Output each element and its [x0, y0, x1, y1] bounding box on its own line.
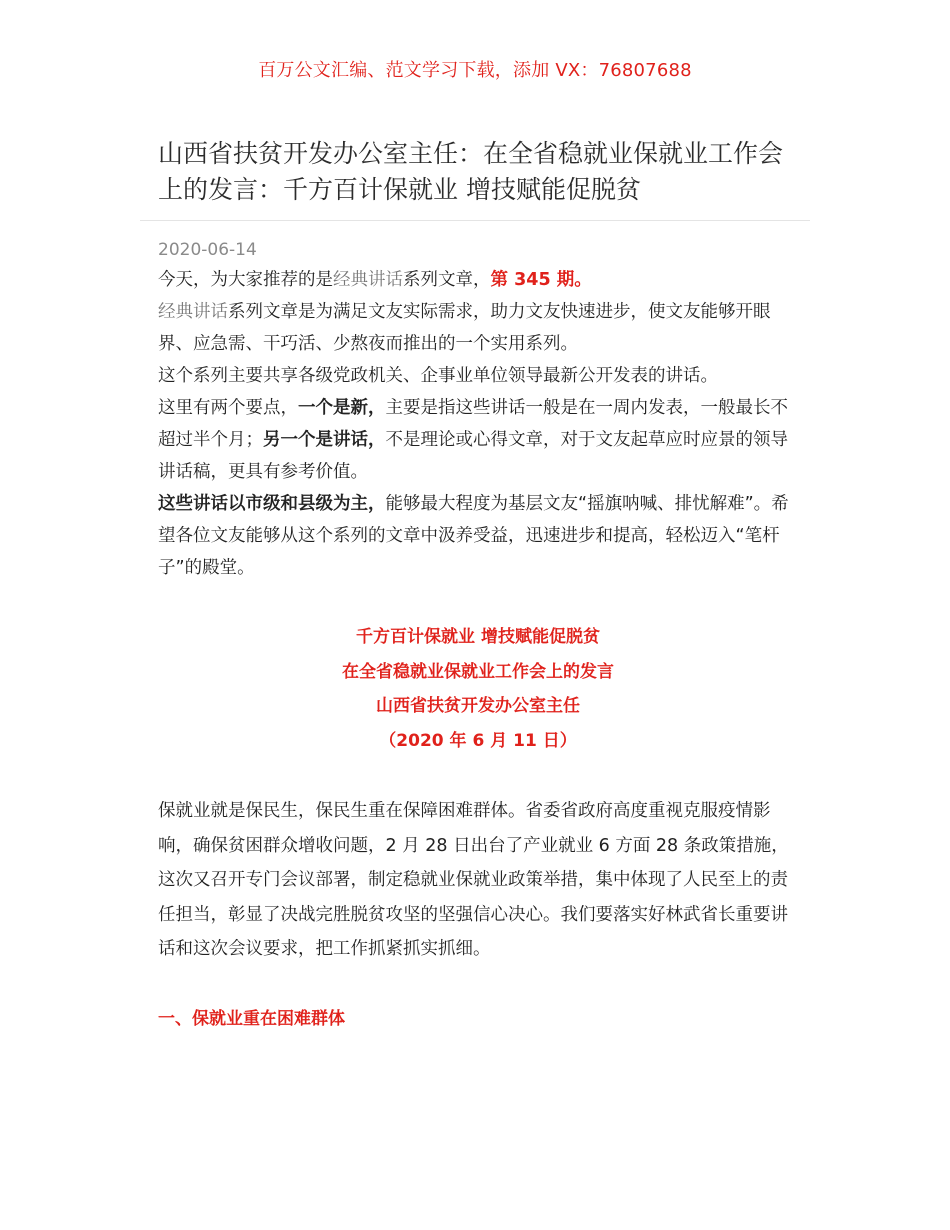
- intro-paragraph-2: [158, 296, 798, 360]
- intro-text: 主要是指这些讲话一般是在一周内发表，一般最长不超过半个月；: [158, 398, 788, 450]
- intro-text: 系列文章，: [403, 270, 491, 290]
- speech-occasion: 在全省稳就业保就业工作会上的发言: [342, 661, 614, 682]
- intro-text: 能够最大程度为基层文友“摇旗呐喊、排忧解难”。希望各位文友能够从这个系列的文章中汲养受益，迅速进步和提高，轻松迈入“笔杆子”的殿堂。: [158, 494, 789, 578]
- publish-date: 2020-06-14: [158, 240, 257, 260]
- speech-body: [158, 794, 798, 967]
- speech-title: 千方百计保就业 增技赋能促脱贫: [356, 627, 600, 647]
- key-point-new: 一个是新，: [298, 398, 386, 418]
- speech-header: [158, 620, 798, 758]
- series-name: 经典讲话: [333, 270, 403, 290]
- intro-text: 这里有两个要点，: [158, 398, 298, 418]
- intro-paragraph-4: [158, 392, 798, 488]
- intro-paragraph-3: 这个系列主要共享各级党政机关、企事业单位领导最新公开发表的讲话。: [158, 366, 718, 386]
- section-heading: 一、保就业重在困难群体: [158, 1009, 345, 1029]
- intro-text: 系列文章是为满足文友实际需求，助力文友快速进步，使文友能够开眼界、应急需、干巧活、少熬夜而推出的一个实用系列。: [158, 302, 771, 354]
- series-name: 经典讲话: [158, 302, 228, 322]
- title-divider: [140, 220, 810, 221]
- series-intro: [158, 264, 798, 584]
- intro-text: 不是理论或心得文章，对于文友起草应时应景的领导讲话稿，更具有参考价值。: [158, 430, 788, 482]
- promo-banner: 百万公文汇编、范文学习下载，添加 VX：76807688: [258, 60, 692, 81]
- intro-paragraph-1: [158, 264, 798, 296]
- intro-text: 今天，为大家推荐的是: [158, 270, 333, 290]
- body-paragraph: 保就业就是保民生，保民生重在保障困难群体。省委省政府高度重视克服疫情影响，确保贫困群众增收问题，2 月 28 日出台了产业就业 6 方面 28 条政策措施，这次又召开专门会议部署，制定稳就业保就业政策举措，集中体现了人民至上的责任担当，彰显了决战完胜脱贫攻坚的坚强信心决心。我们要落实好林武省长重要讲话和这次会议要求，把工作抓紧抓实抓细。: [158, 801, 789, 959]
- speech-date: （2020 年 6 月 11 日）: [379, 730, 577, 751]
- key-point-speech: 另一个是讲话，: [263, 430, 386, 450]
- article-title: 山西省扶贫开发办公室主任：在全省稳就业保就业工作会上的发言：千方百计保就业 增技赋能促脱贫: [158, 139, 784, 204]
- issue-number: 第 345 期。: [490, 270, 592, 290]
- speaker-title: 山西省扶贫开发办公室主任: [376, 696, 580, 716]
- key-point-level: 这些讲话以市级和县级为主，: [158, 494, 386, 514]
- intro-paragraph-5: [158, 488, 798, 584]
